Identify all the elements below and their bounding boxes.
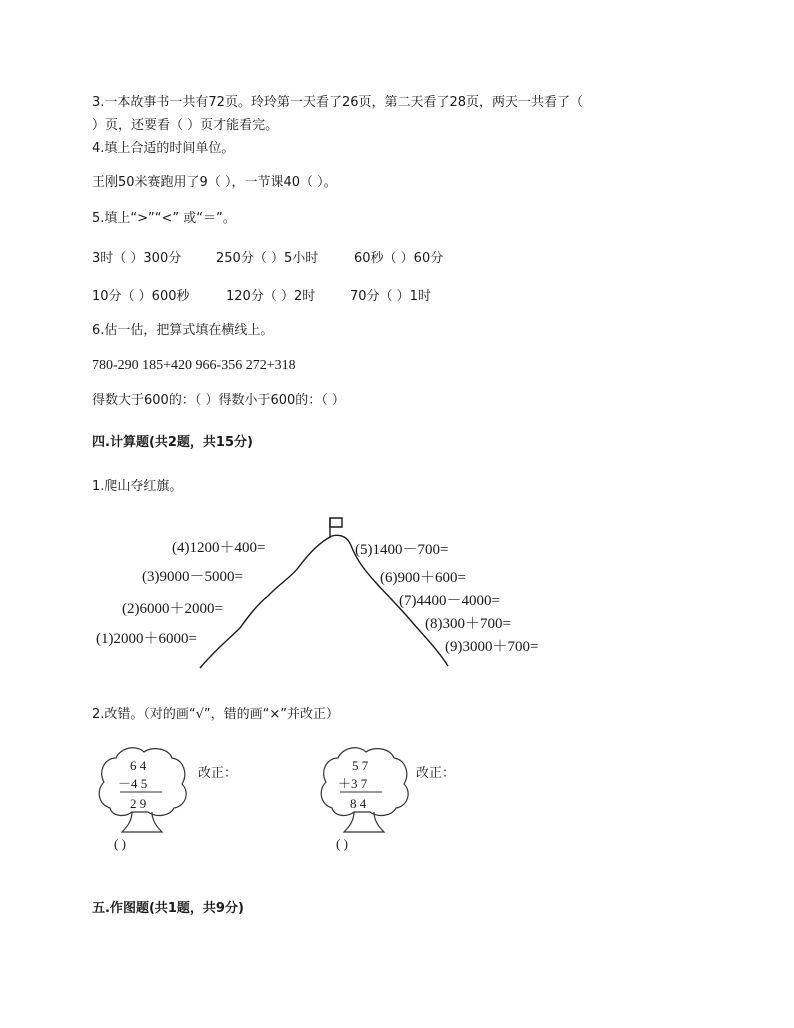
tree1-correct-label: 改正： <box>198 765 238 780</box>
q5-r1-a: 3时（ ）300分 <box>92 251 182 266</box>
mountain-left-1: (1)2000＋6000= <box>96 631 197 647</box>
q4-title: 4.填上合适的时间单位。 <box>92 141 235 156</box>
q5-r1-b: 250分（ ）5小时 <box>216 251 319 266</box>
mountain-left-3: (3)9000－5000= <box>142 569 243 585</box>
mountain-left-4: (4)1200＋400= <box>172 540 266 556</box>
q5-r1-c: 60秒（ ）60分 <box>354 251 444 266</box>
tree1-result: 2 9 <box>130 796 147 811</box>
q5-title: 5.填上“>”“<” 或“＝”。 <box>92 211 236 226</box>
tree2-correct-label: 改正： <box>416 765 456 780</box>
section4-q1-title: 1.爬山夺红旗。 <box>92 479 183 494</box>
tree1-top: 6 4 <box>130 758 147 773</box>
q5-r2-a: 10分（ ）600秒 <box>92 289 190 304</box>
tree-problem-1 <box>92 746 192 856</box>
mountain-right-5: (5)1400－700= <box>355 542 449 558</box>
tree-problem-2 <box>314 746 414 856</box>
q5-r2-b: 120分（ ）2时 <box>226 289 316 304</box>
q6-answer: 得数大于600的：（ ）得数小于600的：（ ） <box>92 393 345 408</box>
tree1-op: －4 5 <box>118 776 148 791</box>
section5-heading: 五.作图题(共1题，共9分) <box>92 901 244 916</box>
mountain-figure <box>90 510 570 675</box>
mountain-right-8: (8)300＋700= <box>425 616 511 632</box>
tree1-paren: ( ) <box>114 836 126 851</box>
section4-q2-title: 2.改错。（对的画“√”，错的画“×”并改正） <box>92 707 340 722</box>
flag-icon <box>330 518 342 527</box>
tree2-paren: ( ) <box>336 836 348 851</box>
mountain-left-2: (2)6000＋2000= <box>122 601 223 617</box>
mountain-right-9: (9)3000＋700= <box>445 639 539 655</box>
mountain-right-6: (6)900＋600= <box>380 570 466 586</box>
q6-expressions: 780-290 185+420 966-356 272+318 <box>92 358 296 373</box>
tree2-result: 8 4 <box>350 796 367 811</box>
q6-title: 6.估一估，把算式填在横线上。 <box>92 323 274 338</box>
mountain-right-7: (7)4400－4000= <box>399 593 500 609</box>
q3-line2: ）页，还要看（ ）页才能看完。 <box>92 118 279 133</box>
tree2-op: ＋3 7 <box>338 776 368 791</box>
tree2-top: 5 7 <box>352 758 369 773</box>
q5-r2-c: 70分（ ）1时 <box>350 289 431 304</box>
q4-text: 王刚50米赛跑用了9（ ），一节课40（ ）。 <box>92 175 337 190</box>
q3-line1: 3.一本故事书一共有72页。玲玲第一天看了26页，第二天看了28页，两天一共看了（ <box>92 95 584 110</box>
section4-heading: 四.计算题(共2题，共15分) <box>92 435 253 450</box>
